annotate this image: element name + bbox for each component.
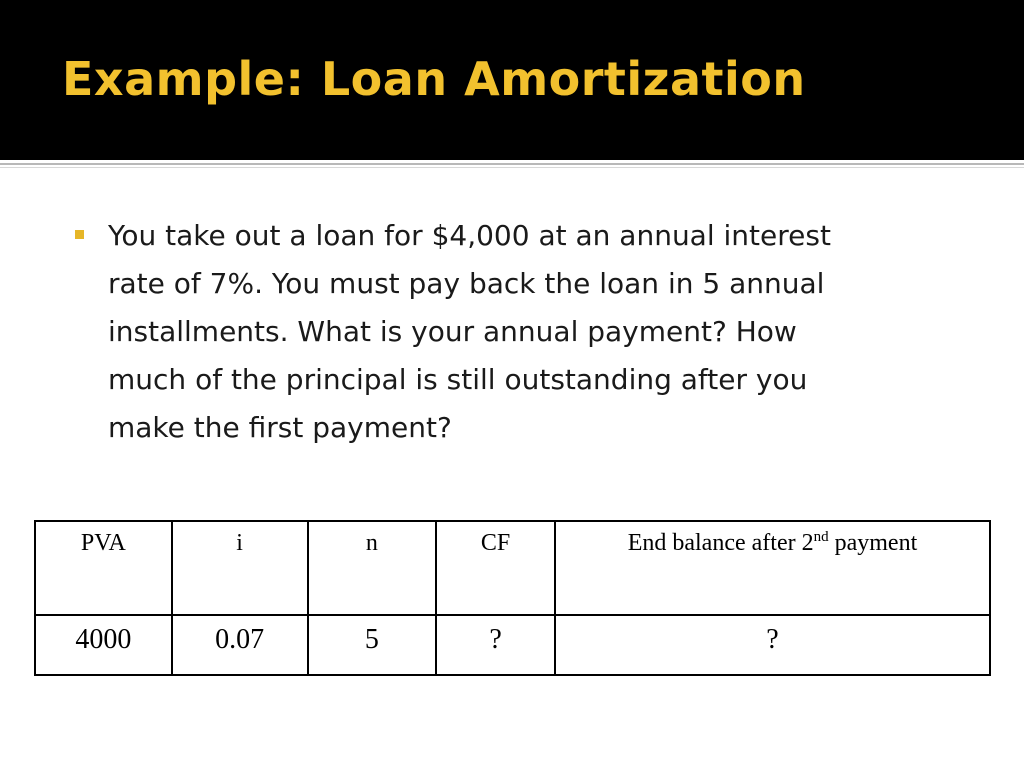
title-divider-secondary [0,167,1024,168]
header-end-balance-suffix: payment [828,530,918,556]
table-row [35,615,990,675]
bullet-line: rate of 7%. You must pay back the loan in 5 annual [108,267,825,300]
bullet-text [108,212,958,452]
header-end-balance [555,521,990,615]
value-n: 5 [308,615,437,675]
value-pva: 4000 [35,615,172,675]
header-n: n [308,521,437,615]
header-i: i [172,521,308,615]
header-cf: CF [436,521,555,615]
value-i: 0.07 [172,615,308,675]
value-cf: ? [436,615,555,675]
header-end-balance-prefix: End balance after 2 [627,530,814,556]
title-bar [0,0,1024,160]
table-header-row [35,521,990,615]
bullet-line: installments. What is your annual payment? How [108,315,797,348]
bullet-line: You take out a loan for $4,000 at an annual interest [108,219,831,252]
bullet-line: make the first payment? [108,411,452,444]
slide-title: Example: Loan Amortization [62,52,806,106]
bullet-line: much of the principal is still outstanding after you [108,363,808,396]
value-end-balance: ? [555,615,990,675]
header-end-balance-sup: nd [813,529,829,545]
loan-table [34,520,991,676]
header-pva: PVA [35,521,172,615]
title-divider [0,163,1024,165]
bullet-square-icon [75,230,84,239]
